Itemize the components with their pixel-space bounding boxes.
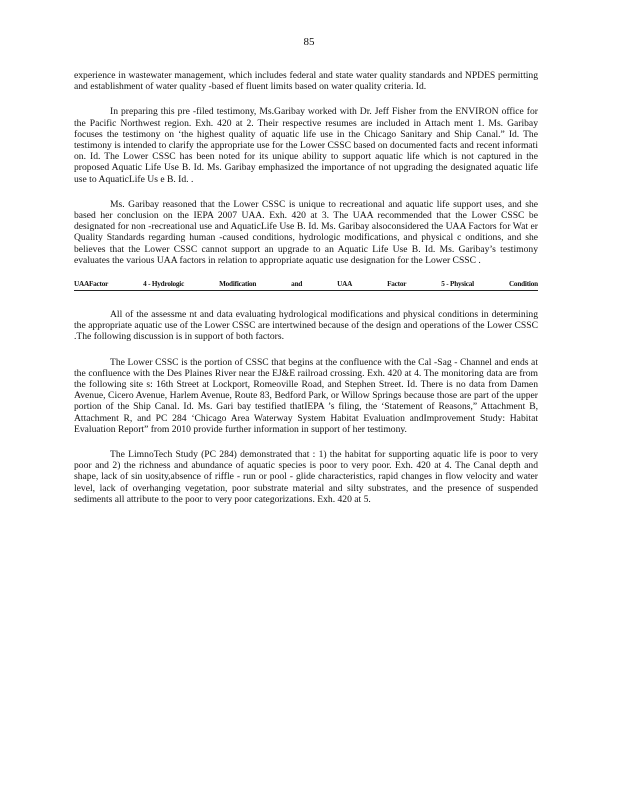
heading-part: UAA [337, 280, 353, 289]
heading-part: 5 - Physical [441, 280, 474, 289]
paragraph-experience: experience in wastewater management, which includes federal and state water quality standards and NPDES permitting and establishment of water quality -based ef fluent limits based on water quality criteria. Id. [74, 70, 538, 93]
heading-part: Condition [508, 280, 538, 289]
paragraph-lower-cssc: The Lower CSSC is the portion of CSSC that begins at the confluence with the Cal -Sag - Channel and ends at the confluence with the Des Plaines River near the EJ&E railroad crossing. Exh. 420 at 4. The monitoring data are from the following site s: 16th Street at Lockport, Romeoville Road, and Stephen Street. Id. There is no data from Damen Avenue, Cicero Avenue, Harlem Avenue, Route 83, Bedford Park, or Willow Springs because those are part of the upper portion of the Ship Canal. Id. Ms. Gari bay testified thatIEPA ’s filing, the ‘Statement of Reasons,” Attachment B, Attachment R, and PC 284 ‘Chicago Area Waterway System Habitat Evaluation andImprovement Study: Habitat Evaluation Report” from 2010 provide further information in support of her testimony. [74, 356, 538, 435]
paragraph-limnotech: The LimnoTech Study (PC 284) demonstrated that : 1) the habitat for supporting aquatic life is poor to very poor and 2) the richness and abundance of aquatic species is poor to very poor. Exh. 420 at 4. The Canal depth and shape, lack of sin uosity,absence of riffle - run or pool - glide characteristics, rapid changes in flow velocity and water level, lack of overhanging vegetation, poor substrate material and silty substrates, and the presence of suspended sediments all attribute to the poor to very poor categorizations. Exh. 420 at 5. [74, 449, 538, 505]
paragraph-garibay-reasoned: Ms. Garibay reasoned that the Lower CSSC is unique to recreational and aquatic life support uses, and she based her conclusion on the IEPA 2007 UAA. Exh. 420 at 3. The UAA recommended that the Lower CSSC be designated for non -recreational use and AquaticLife Use B. Id. Ms. Garibay alsoconsidered the UAA Factors for Wat er Quality Standards regarding human -caused conditions, hydrologic modifications, and physical c onditions, and she believes that the Lower CSSC cannot support an upgrade to an Aquatic Life Use B. Id. Ms. Garibay’s testimony evaluates the various UAA factors in relation to appropriate aquatic use designation for the Lower CSSC . [74, 198, 538, 266]
paragraph-assessment: All of the assessme nt and data evaluating hydrological modifications and physical conditions in determining the appropriate aquatic use of the Lower CSSC are intertwined because of the design and operations of the Lower CSSC .The following discussion is in support of both factors. [74, 309, 538, 343]
paragraph-preparing-testimony: In preparing this pre -filed testimony, Ms.Garibay worked with Dr. Jeff Fisher from the ENVIRON office for the Pacific Northwest region. Exh. 420 at 2. Their respective resumes are included in Attach ment 1. Ms. Garibay focuses the testimony on ‘the highest quality of aquatic life use in the Chicago Sanitary and Ship Canal.” Id. The testimony is intended to clarify the appropriate use for the Lower CSSC based on documented facts and recent informati on. Id. The Lower CSSC has been noted for its unique ability to support aquatic life which is not captured in the proposed Aquatic Life Use B. Id. Ms. Garibay emphasized the importance of not upgrading the designated aquatic life use to AquaticLife Us e B. Id. . [74, 106, 538, 185]
heading-part: 4 - Hydrologic [143, 280, 185, 289]
heading-part: Modification [219, 280, 257, 289]
page-number: 85 [303, 36, 315, 48]
heading-part: UAAFactor [74, 280, 109, 289]
section-heading [74, 280, 538, 291]
document-body [74, 70, 538, 519]
heading-part: Factor [387, 280, 407, 289]
heading-part: and [291, 280, 303, 289]
